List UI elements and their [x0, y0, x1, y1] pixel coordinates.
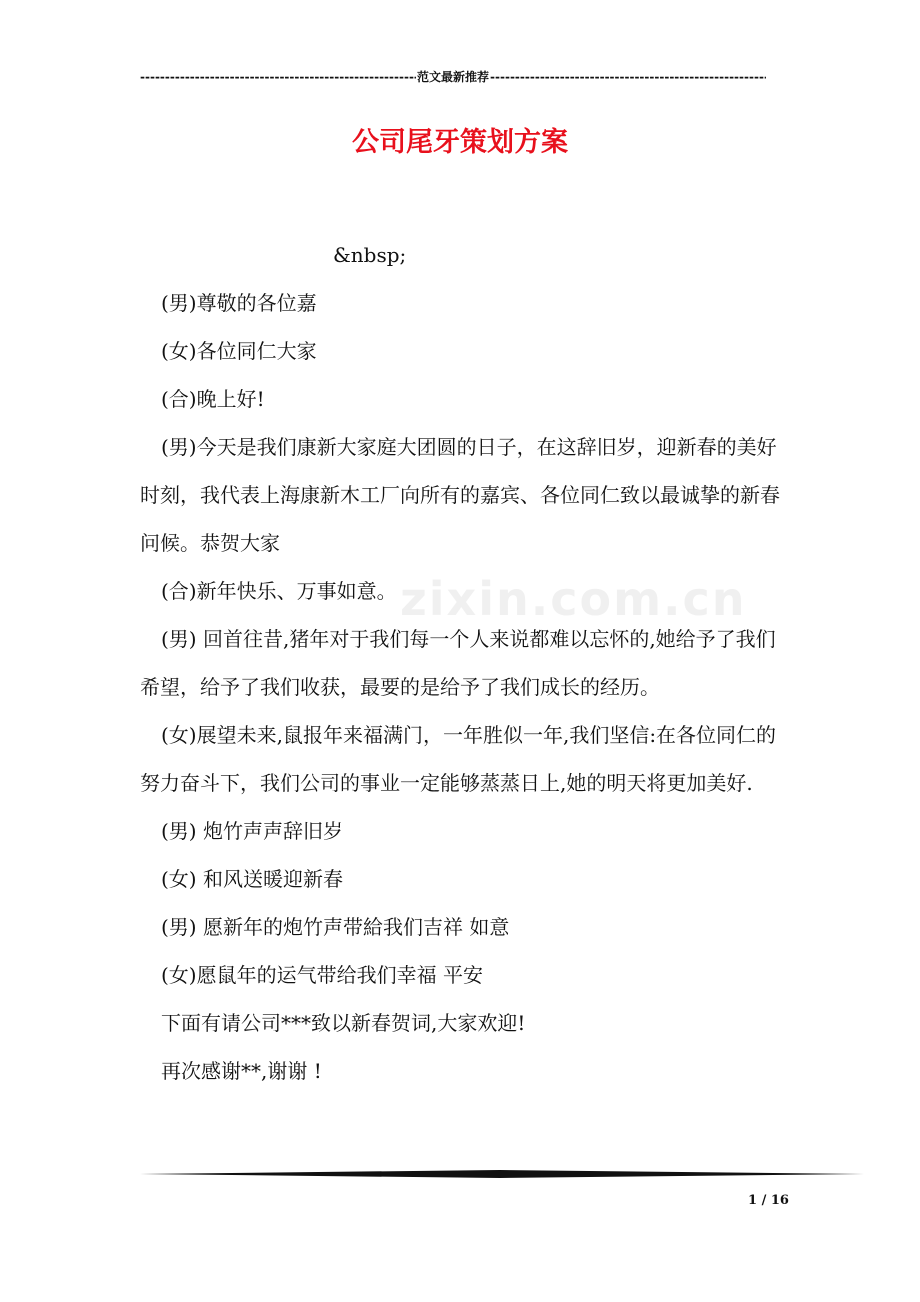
header-label: 范文最新推荐	[417, 70, 490, 84]
paragraph: (女)各位同仁大家	[161, 339, 317, 363]
paragraph: (男)尊敬的各位嘉	[161, 291, 317, 315]
paragraph: (男) 回首往昔,猪年对于我们每一个人来说都难以忘怀的,她给予了我们希望，给予了我们收获，最要的是给予了我们成长的经历。	[140, 627, 776, 699]
paragraph: (合)新年快乐、万事如意。	[161, 579, 397, 603]
header-dash-right	[490, 70, 766, 84]
paragraph: (女)愿鼠年的运气带给我们幸福 平安	[161, 963, 483, 987]
header-rule	[140, 68, 766, 85]
paragraph: &nbsp;	[333, 243, 407, 267]
page-indicator: 1 / 16	[748, 1193, 789, 1208]
document-body	[140, 231, 782, 1095]
paragraph: (女) 和风送暖迎新春	[161, 867, 343, 891]
paragraph: (女)展望未来,鼠报年来福满门，一年胜似一年,我们坚信:在各位同仁的努力奋斗下，我们公司的事业一定能够蒸蒸日上,她的明天将更加美好.	[140, 723, 777, 795]
paragraph: (男)今天是我们康新大家庭大团圆的日子，在这辞旧岁，迎新春的美好时刻，我代表上海康新木工厂向所有的嘉宾、各位同仁致以最诚挚的新春问候。恭贺大家	[140, 435, 780, 555]
paragraph: (合)晚上好!	[161, 387, 265, 411]
paragraph: 再次感谢**,谢谢 !	[161, 1059, 322, 1083]
footer-rule	[140, 1170, 864, 1178]
document-title: 公司尾牙策划方案	[352, 127, 568, 158]
header-dash-left	[140, 70, 416, 84]
paragraph: (男) 愿新年的炮竹声带給我们吉祥 如意	[161, 915, 510, 939]
watermark: zixin.com.cn	[400, 572, 747, 626]
paragraph: (男) 炮竹声声辞旧岁	[161, 819, 343, 843]
paragraph: 下面有请公司***致以新春贺词,大家欢迎!	[161, 1011, 526, 1035]
